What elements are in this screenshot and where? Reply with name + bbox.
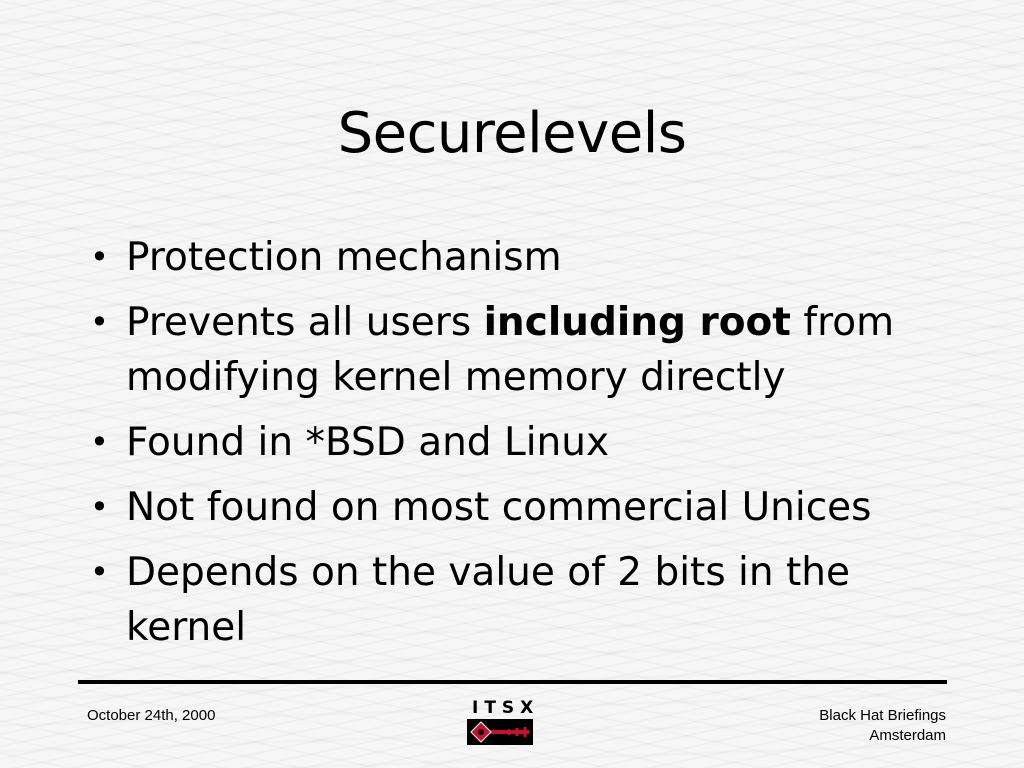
bullet-marker: • [90, 423, 109, 461]
bullet-text: Protection mechanism [126, 235, 562, 280]
bullet-marker: • [90, 238, 109, 276]
logo-wordmark: ITSX [472, 698, 540, 718]
bullet-item [84, 480, 944, 535]
slide-title: Securelevels [337, 101, 687, 166]
bullet-item [84, 295, 944, 405]
footer-event-name: Black Hat Briefings [819, 707, 946, 724]
bullet-text: Not found on most commercial Unices [126, 485, 872, 530]
footer-event [819, 706, 946, 746]
bullet-text: Depends on the value of 2 bits in the kernel [126, 550, 851, 650]
bullet-text: from modifying kernel memory directly [126, 300, 895, 400]
bullet-item [84, 415, 944, 470]
bullet-item [84, 545, 944, 655]
bullet-list [84, 230, 944, 665]
bullet-marker: • [90, 303, 109, 341]
bullet-item [84, 230, 944, 285]
logo-emblem [467, 719, 533, 745]
bullet-text: Prevents all users [126, 300, 484, 345]
bullet-text-bold: including root [483, 300, 791, 345]
footer-event-location: Amsterdam [869, 727, 946, 744]
bullet-marker: • [90, 553, 109, 591]
footer-date: October 24th, 2000 [87, 707, 216, 724]
bullet-text: Found in *BSD and Linux [126, 420, 610, 465]
itsx-logo [467, 698, 540, 748]
logo-emblem-icon [467, 719, 533, 745]
bullet-marker: • [90, 488, 109, 526]
footer-divider [78, 680, 947, 684]
